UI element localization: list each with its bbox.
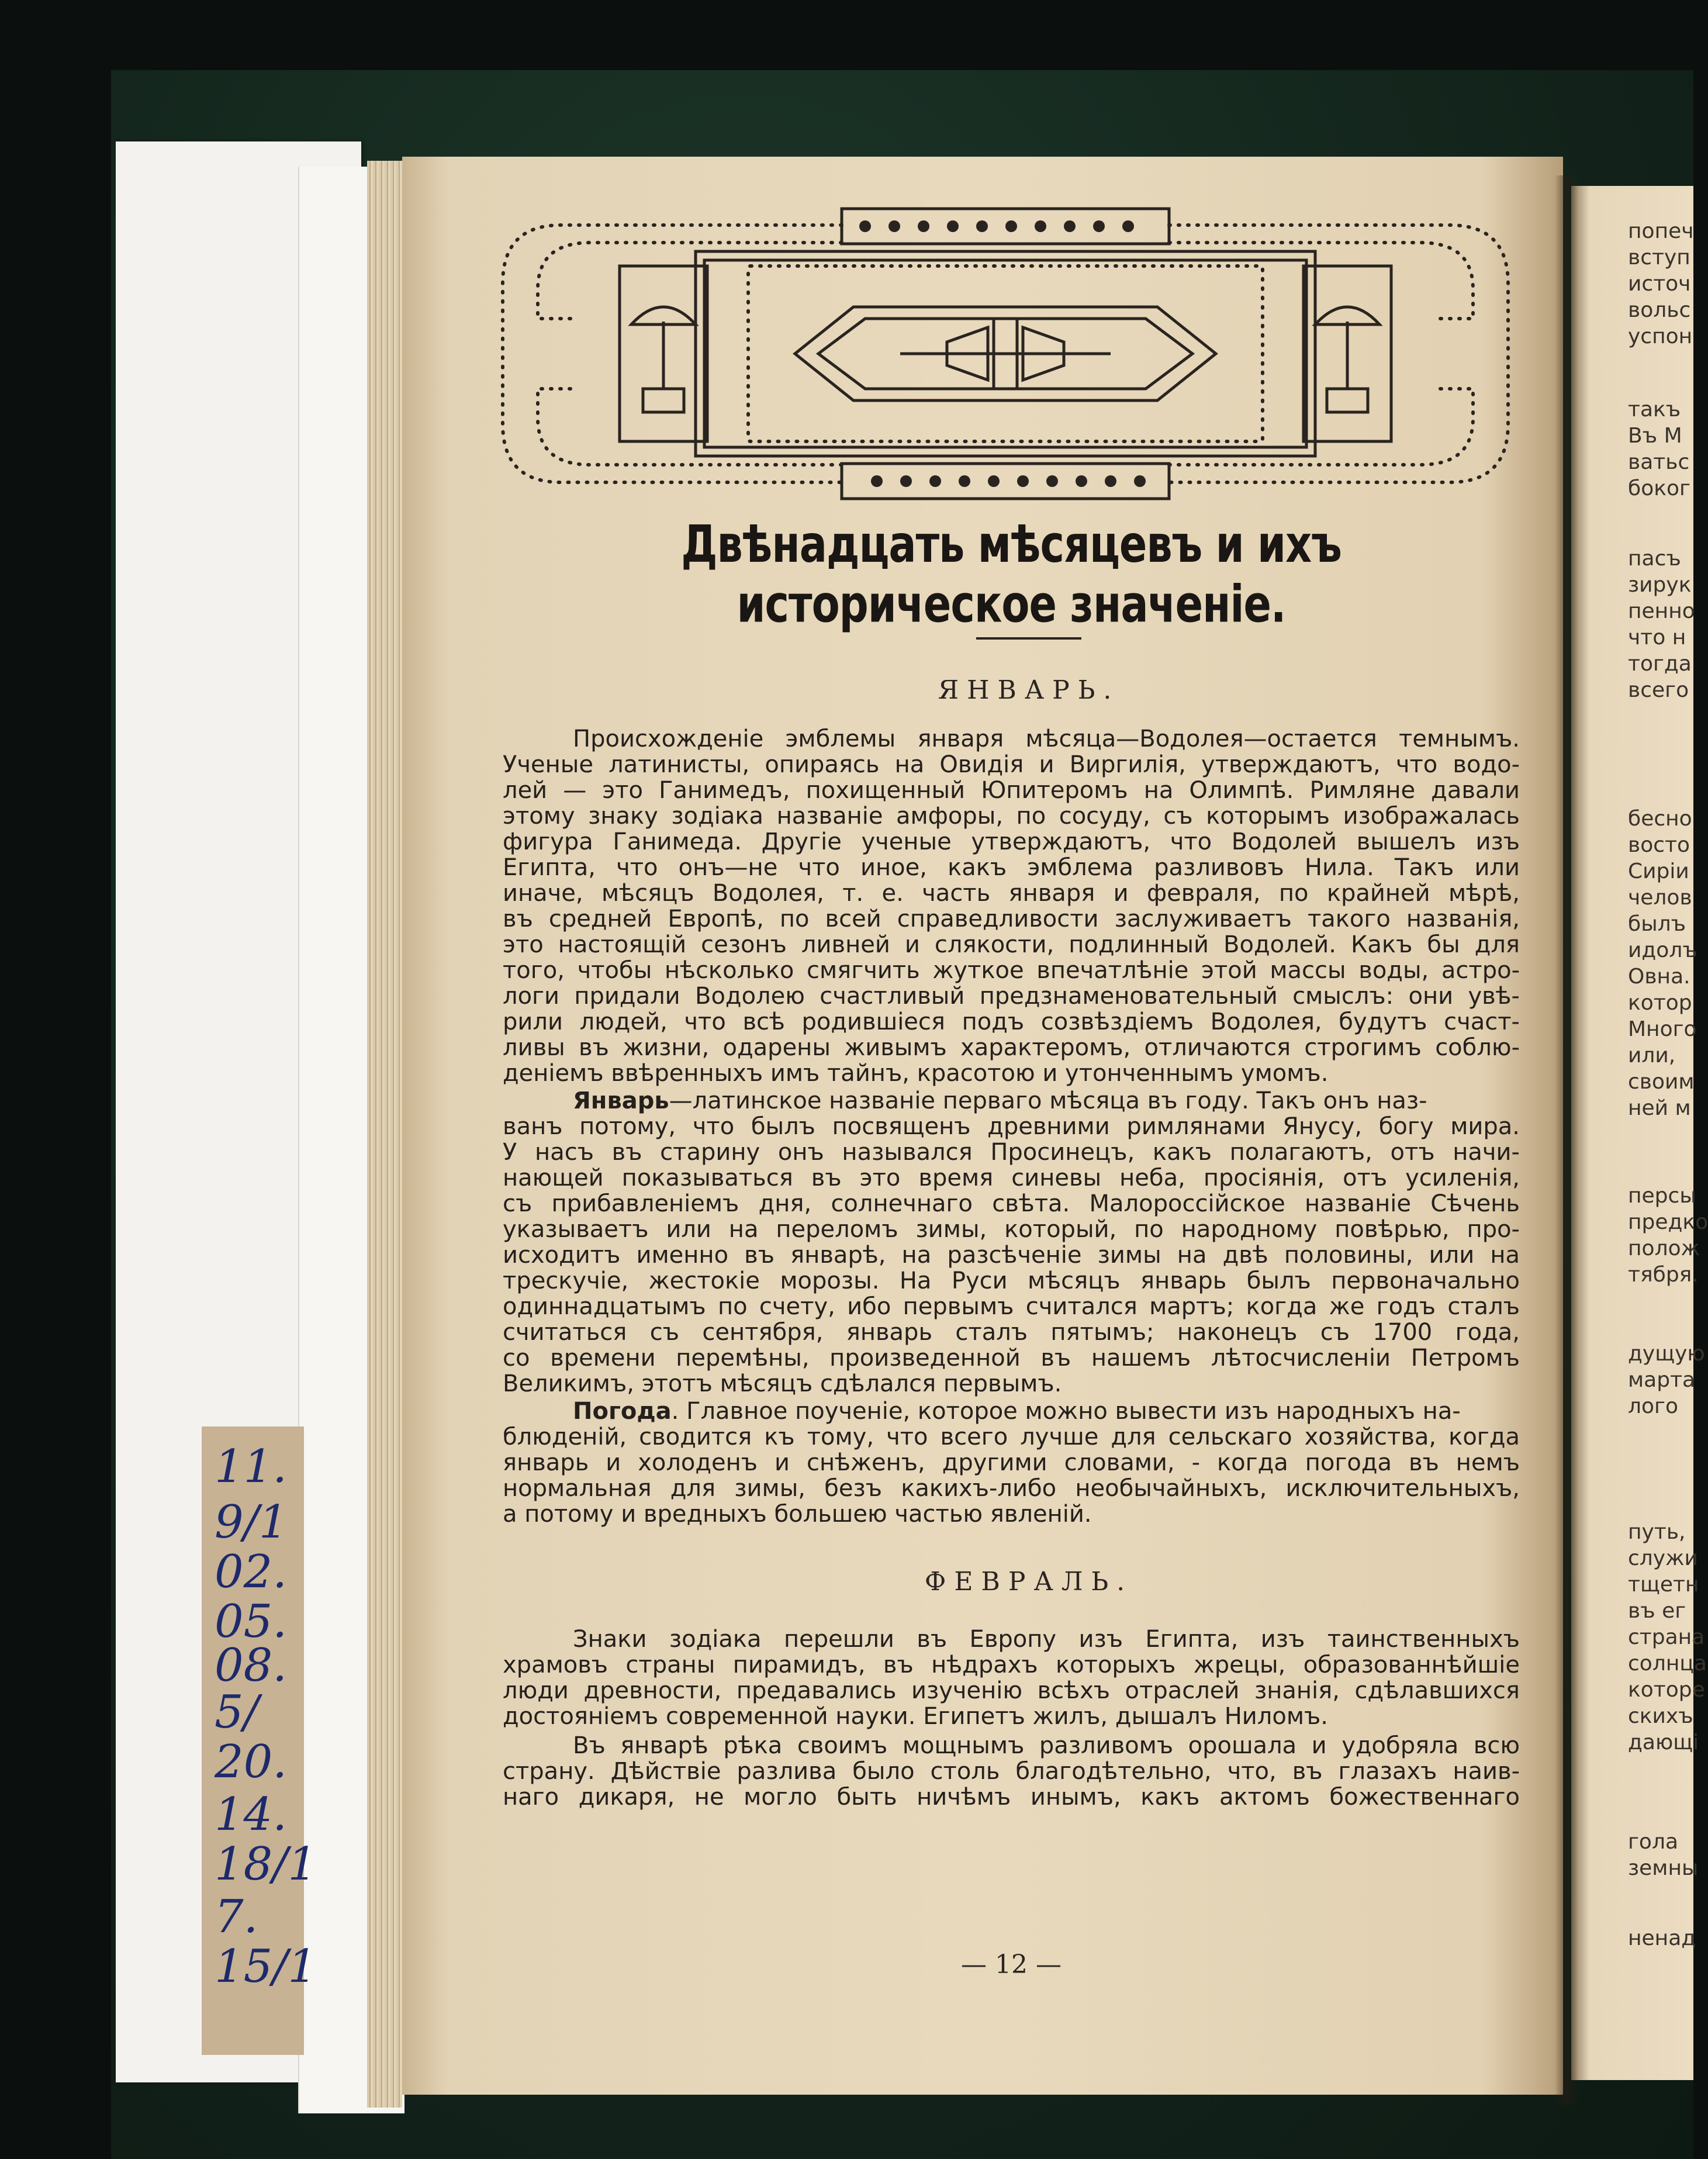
facing-page-fragment: персы — [1628, 1184, 1696, 1208]
facing-page-fragment: былъ — [1628, 912, 1686, 936]
facing-page-fragment: своим — [1628, 1070, 1695, 1094]
text-line: ливы въ жизни, одарены живымъ характеромъ, отличаются строгимъ соблю- — [503, 1034, 1520, 1061]
facing-page-fragment: страна — [1628, 1625, 1705, 1649]
facing-page-fragment: вступ — [1628, 246, 1690, 270]
text-line: Погода. Главное поученіе, которое можно вывести изъ народныхъ на- — [573, 1398, 1461, 1425]
facing-page-fragment: полож — [1628, 1236, 1700, 1260]
facing-page-fragment: въ ег — [1628, 1599, 1686, 1623]
ornamental-header-vignette — [491, 202, 1520, 506]
page-number: — 12 — — [961, 1950, 1062, 1980]
facing-page-fragment: ненад — [1628, 1926, 1696, 1950]
text-line: Ученые латинисты, опираясь на Овидія и Виргилія, утверждаютъ, что водо- — [503, 751, 1520, 778]
facing-page-fragment: солнца — [1628, 1652, 1707, 1676]
facing-page-fragment: Овна. — [1628, 965, 1690, 989]
slip-note: 14. — [215, 1788, 288, 1841]
facing-page-fragment: всего — [1628, 678, 1689, 702]
facing-page-fragment: пенно — [1628, 599, 1695, 623]
text-line: январь и холоденъ и снѣженъ, другими словами, - когда погода въ немъ — [503, 1449, 1520, 1476]
facing-page-fragment: которе — [1628, 1678, 1705, 1702]
slip-note: 18/1 — [215, 1838, 317, 1891]
facing-page-fragment: источ — [1628, 272, 1691, 296]
facing-page-fragment: вольс — [1628, 298, 1691, 322]
text-line: одиннадцатымъ по счету, ибо первымъ считался мартъ; когда же годъ сталъ — [503, 1293, 1520, 1320]
text-line: фигура Ганимеда. Другіе ученые утверждаютъ, что Водолей вышелъ изъ — [503, 828, 1520, 855]
facing-page-fragment: земны — [1628, 1856, 1699, 1880]
facing-page-fragment: тября. — [1628, 1263, 1699, 1287]
facing-page-fragment: марта — [1628, 1368, 1696, 1392]
text-line: а потому и вредныхъ большею частью явленій. — [503, 1501, 1092, 1528]
text-line: лей — это Ганимедъ, похищенный Юпитеромъ на Олимпѣ. Римляне давали — [503, 777, 1520, 804]
facing-page-fragment: Въ М — [1628, 424, 1682, 448]
facing-page-fragment: тщетн — [1628, 1573, 1699, 1597]
text-line: этому знаку зодіака названіе амфоры, по сосуду, съ которымъ изображалась — [503, 803, 1520, 830]
facing-page-fragment: скихъ — [1628, 1704, 1693, 1728]
facing-page-fragment: или, — [1628, 1044, 1676, 1068]
facing-page-fragment: тогда — [1628, 652, 1692, 676]
facing-page-fragment: лого — [1628, 1394, 1678, 1418]
facing-page-fragment: дающі — [1628, 1730, 1699, 1754]
text-line: блюденій, сводится къ тому, что всего лучше для сельскаго хозяйства, когда — [503, 1424, 1520, 1450]
slip-note: 7. — [215, 1891, 258, 1943]
facing-page-fragment: зирук — [1628, 573, 1692, 597]
text-line: ванъ потому, что былъ посвященъ древними римлянами Янусу, богу мира. — [503, 1113, 1520, 1140]
section-heading-february: ФЕВРАЛЬ. — [924, 1567, 1133, 1597]
text-line: въ средней Европѣ, по всей справедливости заслуживаетъ такого названія, — [503, 906, 1520, 932]
page-gutter — [1555, 175, 1578, 2105]
text-line: указываетъ или на переломъ зимы, который, по народному повѣрью, про- — [503, 1216, 1520, 1243]
text-line: У насъ въ старину онъ назывался Просинецъ, какъ полагаютъ, отъ начи- — [503, 1139, 1520, 1166]
slip-note: 20. — [215, 1736, 288, 1788]
text-line: страну. Дѣйствіе разлива было столь благодѣтельно, что, въ глазахъ наив- — [503, 1758, 1520, 1785]
page-edges — [367, 161, 402, 2108]
facing-page-fragment: что н — [1628, 626, 1686, 650]
library-due-date-slip — [202, 1426, 317, 2055]
text-line: достояніемъ современной науки. Египетъ жилъ, дышалъ Ниломъ. — [503, 1703, 1328, 1730]
slip-note: 11. — [215, 1441, 288, 1493]
facing-page-fragment: попеч — [1628, 219, 1694, 243]
slip-note: 9/1 — [215, 1496, 288, 1549]
text-line: это настоящій сезонъ ливней и слякости, подлинный Водолей. Какъ бы для — [503, 931, 1520, 958]
term-bold: Январь — [573, 1087, 669, 1114]
title-divider — [976, 637, 1081, 640]
text-line: Происхожденіе эмблемы января мѣсяца—Водолея—остается темнымъ. — [573, 726, 1520, 752]
facing-page-fragment: служи — [1628, 1546, 1698, 1570]
page-title: Двѣнадцать мѣсяцевъ и ихъ историческое значеніе. — [681, 514, 1341, 634]
text-line: нающей показываться въ это время синевы неба, просіянія, отъ усиленія, — [503, 1165, 1520, 1191]
slip-note: 15/1 — [215, 1940, 317, 1993]
text-line: Египта, что онъ—не что иное, какъ эмблема разливовъ Нила. Такъ или — [503, 854, 1520, 881]
facing-page-fragment: ней м — [1628, 1096, 1691, 1120]
facing-page-fragment: пасъ — [1628, 547, 1681, 571]
facing-page-fragment: предко — [1628, 1210, 1708, 1234]
text-line: храмовъ страны пирамидъ, въ нѣдрахъ которыхъ жрецы, образованнѣйшіе — [503, 1652, 1520, 1678]
text-line: деніемъ ввѣренныхъ имъ тайнъ, красотою и утонченнымъ умомъ. — [503, 1060, 1329, 1087]
text-line: того, чтобы нѣсколько смягчить жуткое впечатлѣніе этой массы воды, астро- — [503, 957, 1520, 984]
slip-note: 08. — [215, 1639, 288, 1692]
facing-page-fragment: восто — [1628, 833, 1690, 857]
section-heading-january: ЯНВАРЬ. — [938, 675, 1120, 705]
text-line: съ прибавленіемъ дня, солнечнаго свѣта. Малороссійское названіе Сѣчень — [503, 1190, 1520, 1217]
text-line: Январь—латинское названіе перваго мѣсяца въ году. Такъ онъ наз- — [573, 1087, 1427, 1114]
text-line: считаться съ сентября, январь сталъ пятымъ; наконецъ съ 1700 года, — [503, 1319, 1520, 1346]
text-line: иначе, мѣсяцъ Водолея, т. е. часть января и февраля, по крайней мѣрѣ, — [503, 880, 1520, 907]
facing-page-fragment: путь, — [1628, 1520, 1686, 1544]
slip-note: 02. — [215, 1546, 288, 1598]
facing-page-fragment: гола — [1628, 1830, 1679, 1854]
slip-note: 5/ — [215, 1686, 259, 1739]
text-line: рили людей, что всѣ родившіеся подъ созвѣздіемъ Водолея, будутъ счаст- — [503, 1008, 1520, 1035]
text-line: трескучіе, жестокіе морозы. На Руси мѣсяцъ январь былъ первоначально — [503, 1267, 1520, 1294]
facing-page-fragment: Сиріи — [1628, 859, 1689, 883]
text-line: люди древности, предавались изученію всѣхъ отраслей знанія, сдѣлавшихся — [503, 1677, 1520, 1704]
text-line: Великимъ, этотъ мѣсяцъ сдѣлался первымъ. — [503, 1370, 1062, 1397]
facing-page-fragment: боког — [1628, 476, 1690, 500]
facing-page-fragment: идолъ — [1628, 938, 1697, 962]
facing-page-fragment: дущую — [1628, 1342, 1705, 1366]
facing-page-fragment: успон — [1628, 324, 1693, 348]
facing-page-fragment: челов — [1628, 886, 1692, 910]
text-line: исходитъ именно въ январѣ, на разсѣченіе зимы на двѣ половины, или на — [503, 1242, 1520, 1269]
text-line: Знаки зодіака перешли въ Европу изъ Египта, изъ таинственныхъ — [573, 1626, 1520, 1653]
text-line: со времени перемѣны, произведенной въ нашемъ лѣтосчисленіи Петромъ — [503, 1345, 1520, 1372]
text-line: Въ январѣ рѣка своимъ мощнымъ разливомъ орошала и удобряла всю — [573, 1732, 1520, 1759]
facing-page-fragment: бесно — [1628, 807, 1692, 831]
text-line: нормальная для зимы, безъ какихъ-либо необычайныхъ, исключительныхъ, — [503, 1475, 1520, 1502]
text-line: логи придали Водолею счастливый предзнаменовательный смыслъ: они увѣ- — [503, 983, 1520, 1010]
facing-page-fragment: ватьс — [1628, 450, 1690, 474]
facing-page-fragment: такъ — [1628, 398, 1681, 422]
facing-page-fragment: Много — [1628, 1017, 1697, 1041]
text-line: наго дикаря, не могло быть ничѣмъ инымъ, какъ актомъ божественнаго — [503, 1784, 1520, 1811]
slip-note: 05. — [215, 1595, 288, 1648]
facing-page-fragment: котор — [1628, 991, 1692, 1015]
term-bold: Погода — [573, 1398, 672, 1425]
